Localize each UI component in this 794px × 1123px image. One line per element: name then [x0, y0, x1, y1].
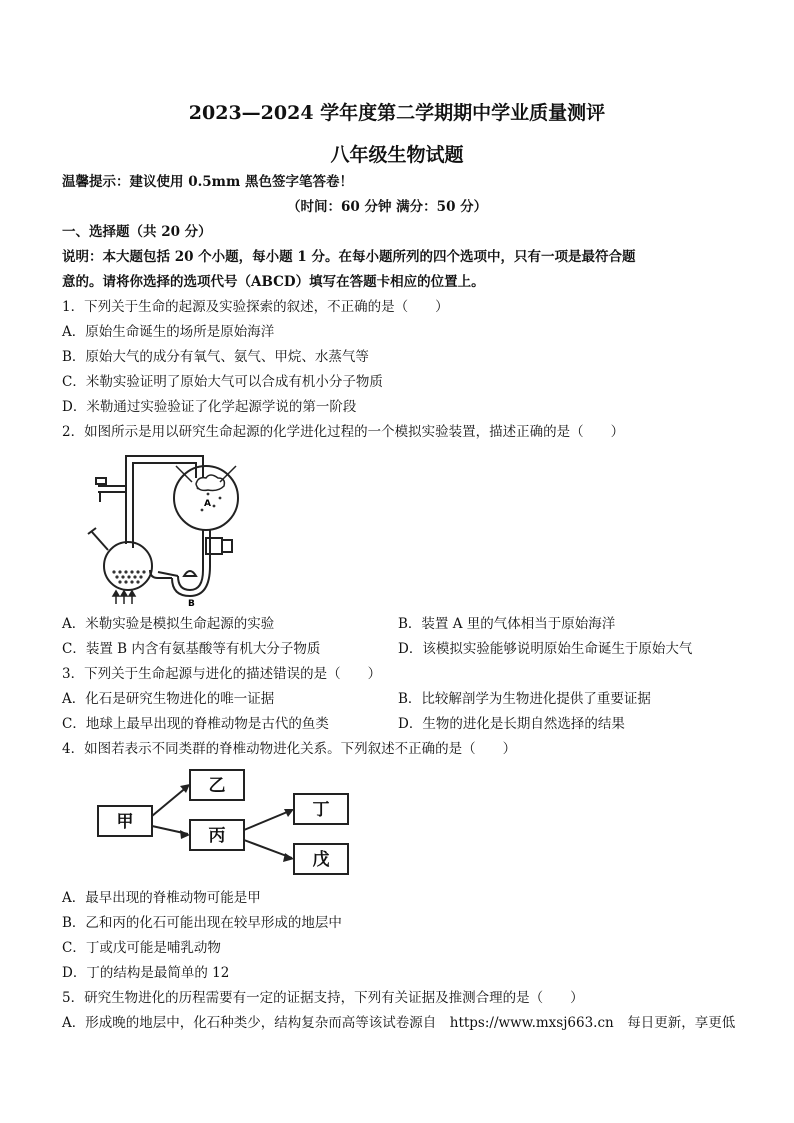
- exam-title: 2023—2024 学年度第二学期期中学业质量测评: [188, 102, 606, 124]
- section-desc-1: 说明：本大题包括 20 个小题，每小题 1 分。在每小题所列的四个选项中，只有一项是最符合题: [62, 249, 636, 265]
- time-score: （时间：60 分钟 满分：50 分）: [287, 199, 488, 215]
- label-wu: 戊: [312, 850, 330, 870]
- label-jia: 甲: [116, 812, 134, 832]
- q2-option-c: C．装置 B 内含有氨基酸等有机大分子物质: [62, 641, 321, 657]
- tip-text: 温馨提示：建议使用 0.5mm 黑色签字笔答卷！: [62, 174, 353, 190]
- vertebrate-evolution-diagram: [94, 764, 354, 886]
- q4-option-c: C．丁或戊可能是哺乳动物: [62, 940, 221, 956]
- q2-option-a: A．米勒实验是模拟生命起源的实验: [62, 616, 275, 632]
- q5-stem: 5．研究生物进化的历程需要有一定的证据支持，下列有关证据及推测合理的是（ ）: [62, 990, 584, 1006]
- q3-stem: 3．下列关于生命起源与进化的描述错误的是（ ）: [62, 666, 382, 682]
- q4-option-b: B．乙和丙的化石可能出现在较早形成的地层中: [62, 915, 342, 931]
- q2-option-d: D．该模拟实验能够说明原始生命诞生于原始大气: [398, 641, 693, 657]
- q3-option-d: D．生物的进化是长期自然选择的结果: [398, 716, 625, 732]
- label-bing: 丙: [208, 826, 226, 846]
- q1-stem: 1．下列关于生命的起源及实验探索的叙述，不正确的是（ ）: [62, 299, 449, 315]
- section-heading: 一、选择题（共 20 分）: [62, 224, 212, 240]
- q4-stem: 4．如图若表示不同类群的脊椎动物进化关系。下列叙述不正确的是（ ）: [62, 741, 517, 757]
- q1-option-b: B．原始大气的成分有氧气、氨气、甲烷、水蒸气等: [62, 349, 369, 365]
- q4-option-d: D．丁的结构是最简单的 12: [62, 965, 230, 981]
- q3-option-a: A．化石是研究生物进化的唯一证据: [62, 691, 275, 707]
- q4-option-a: A．最早出现的脊椎动物可能是甲: [62, 890, 261, 906]
- q3-option-b: B．比较解剖学为生物进化提供了重要证据: [398, 691, 651, 707]
- q3-option-c: C．地球上最早出现的脊椎动物是古代的鱼类: [62, 716, 329, 732]
- label-yi: 乙: [208, 776, 226, 796]
- q1-option-a: A．原始生命诞生的场所是原始海洋: [62, 324, 275, 340]
- miller-apparatus-diagram: [78, 448, 258, 608]
- q1-option-c: C．米勒实验证明了原始大气可以合成有机小分子物质: [62, 374, 383, 390]
- q2-stem: 2．如图所示是用以研究生命起源的化学进化过程的一个模拟实验装置，描述正确的是（ ）: [62, 424, 625, 440]
- section-desc-2: 意的。请将你选择的选项代号（ABCD）填写在答题卡相应的位置上。: [62, 274, 485, 290]
- label-ding: 丁: [312, 800, 330, 820]
- apparatus-label-a: A: [204, 499, 211, 509]
- apparatus-label-b: B: [188, 599, 195, 608]
- q5-option-a: A．形成晚的地层中，化石种类少，结构复杂而高等该试卷源自 https://www.mxsj663.cn 每日更新，享更低: [62, 1015, 736, 1031]
- q1-option-d: D．米勒通过实验验证了化学起源学说的第一阶段: [62, 399, 357, 415]
- exam-subtitle: 八年级生物试题: [330, 144, 464, 166]
- q2-option-b: B．装置 A 里的气体相当于原始海洋: [398, 616, 616, 632]
